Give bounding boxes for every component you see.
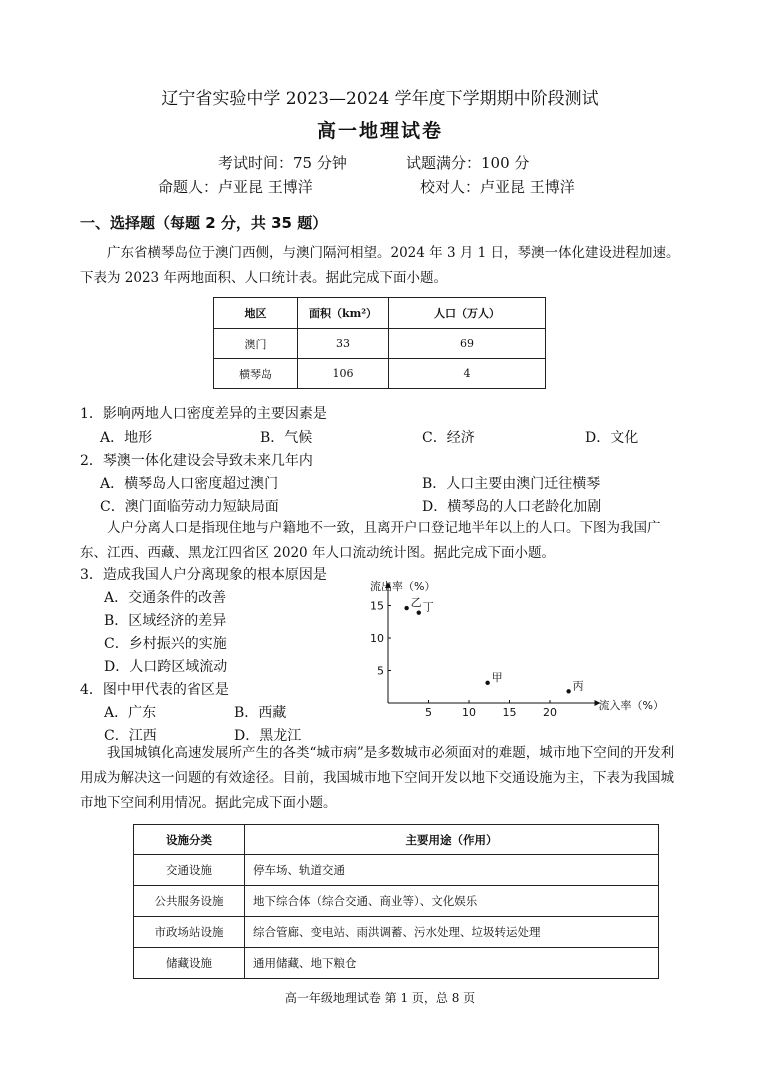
table-row: [134, 886, 659, 917]
question-1-option: C．经济: [422, 430, 475, 446]
table-row: [134, 917, 659, 948]
question-3-option: A．交通条件的改善: [104, 590, 227, 606]
chart-x-label: 流入率（%）: [598, 699, 664, 712]
page-footer: 高一年级地理试卷 第 1 页，总 8 页: [284, 991, 476, 1005]
data-point-label: 甲: [491, 670, 503, 684]
question-4-stem: 4．图中甲代表的省区是: [80, 682, 229, 698]
data-point: [417, 610, 421, 614]
population-flow-chart: [360, 576, 670, 726]
question-2-stem: 2．琴澳一体化建设会导致未来几年内: [80, 453, 313, 469]
data-point-label: 丙: [572, 679, 584, 693]
data-point: [404, 606, 408, 610]
data-point-label: 乙: [410, 596, 422, 610]
question-2-option: A．横琴岛人口密度超过澳门: [100, 476, 279, 492]
table-cell: 停车场、轨道交通: [245, 855, 659, 886]
table-cell: 106: [298, 359, 389, 389]
section-title: 一、选择题（每题 2 分，共 35 题）: [80, 214, 328, 232]
y-tick-label: 5: [377, 664, 384, 678]
table-row: [134, 855, 659, 886]
question-2-option: C．澳门面临劳动力短缺局面: [100, 499, 279, 515]
question-1-stem: 1．影响两地人口密度差异的主要因素是: [80, 406, 327, 422]
question-1-option: B．气候: [260, 430, 313, 446]
question-2-option: B．人口主要由澳门迁往横琴: [422, 476, 601, 492]
question-4-option: B．西藏: [234, 705, 287, 721]
question-3-option: B．区域经济的差异: [104, 613, 227, 629]
y-tick-label: 15: [370, 599, 384, 613]
question-4-option: D．黑龙江: [234, 728, 302, 744]
table2-header: 设施分类: [134, 825, 245, 855]
question-3-option: D．人口跨区域流动: [104, 659, 228, 675]
question-1-option: A．地形: [100, 430, 153, 446]
table-cell: 69: [389, 329, 546, 359]
table-cell: 公共服务设施: [134, 886, 245, 917]
question-1-option: D．文化: [585, 430, 639, 446]
proofreader: 校对人：卢亚昆 王博洋: [420, 178, 575, 196]
table-cell: 储藏设施: [134, 948, 245, 979]
x-tick-label: 10: [462, 706, 476, 719]
table-cell: 通用储藏、地下粮仓: [245, 948, 659, 979]
table1-header: 面积（km²）: [298, 298, 389, 329]
table2-header: 主要用途（作用）: [245, 825, 659, 855]
table1-header: 地区: [214, 298, 298, 329]
area-population-table: [213, 297, 546, 389]
data-point-label: 丁: [422, 600, 434, 614]
x-tick-label: 5: [425, 706, 432, 719]
table1-header: 人口（万人）: [389, 298, 546, 329]
question-3-stem: 3．造成我国人户分离现象的根本原因是: [80, 567, 327, 583]
table-cell: 33: [298, 329, 389, 359]
table-row: [214, 329, 546, 359]
exam-title: 辽宁省实验中学 2023—2024 学年度下学期期中阶段测试: [161, 89, 599, 109]
full-score: 试题满分：100 分: [406, 154, 530, 172]
question-3-option: C．乡村振兴的实施: [104, 636, 227, 652]
x-tick-label: 20: [543, 706, 557, 719]
data-point: [485, 681, 489, 685]
question-2-option: D．横琴岛的人口老龄化加剧: [422, 499, 602, 515]
table-cell: 综合管廊、变电站、雨洪调蓄、污水处理、垃圾转运处理: [245, 917, 659, 948]
author: 命题人：卢亚昆 王博洋: [158, 178, 313, 196]
chart-points: [404, 596, 583, 693]
table-cell: 澳门: [214, 329, 298, 359]
question-4-option: C．江西: [104, 728, 157, 744]
exam-time: 考试时间：75 分钟: [218, 154, 347, 172]
chart-ticks: [370, 600, 557, 720]
exam-subtitle: 高一地理试卷: [316, 120, 443, 142]
passage-2: 人户分离人口是指现住地与户籍地不一致，且离开户口登记地半年以上的人口。下图为我国广东、江西、西藏、黑龙江四省区 2020 年人口流动统计图。据此完成下面小题。: [80, 520, 661, 561]
table-cell: 地下综合体（综合交通、商业等）、文化娱乐: [245, 886, 659, 917]
y-tick-label: 10: [370, 632, 384, 645]
table-cell: 4: [389, 359, 546, 389]
data-point: [566, 689, 570, 693]
passage-1: 广东省横琴岛位于澳门西侧，与澳门隔河相望。2024 年 3 月 1 日，琴澳一体化建设进程加速。下表为 2023 年两地面积、人口统计表。据此完成下面小题。: [80, 245, 680, 286]
table-row: [214, 359, 546, 389]
question-4-option: A．广东: [104, 705, 157, 721]
table-cell: 横琴岛: [214, 359, 298, 389]
underground-space-table: [133, 824, 659, 979]
table-cell: 交通设施: [134, 855, 245, 886]
x-tick-label: 15: [502, 706, 517, 719]
chart-y-label: 流出率（%）: [370, 580, 436, 593]
table-row: [134, 948, 659, 979]
passage-3: 我国城镇化高速发展所产生的各类“城市病”是多数城市必须面对的难题，城市地下空间的开发利用成为解决这一问题的有效途径。目前，我国城市地下空间开发以地下交通设施为主，下表为我国城市地下空间利用情况。据此完成下面小题。: [80, 745, 675, 811]
table-cell: 市政场站设施: [134, 917, 245, 948]
